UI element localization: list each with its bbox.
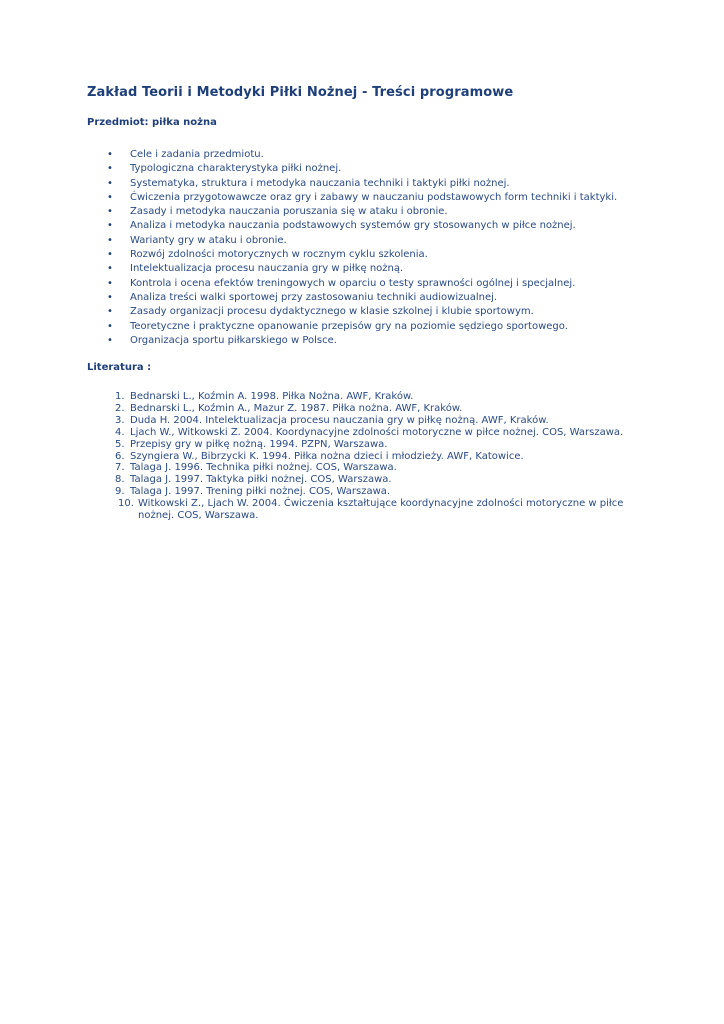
topic-text: Zasady i metodyka nauczania poruszania się w ataku i obronie. bbox=[130, 206, 448, 218]
reference-item bbox=[87, 462, 647, 474]
reference-item bbox=[87, 439, 647, 451]
reference-text: Ljach W., Witkowski Z. 2004. Koordynacyjne zdolności motoryczne w piłce nożnej. COS, Warszawa. bbox=[130, 426, 624, 438]
bullet-icon: • bbox=[107, 263, 113, 275]
topic-text: Kontrola i ocena efektów treningowych w oparciu o testy sprawności ogólnej i specjalnej. bbox=[130, 277, 576, 289]
topic-item bbox=[87, 262, 707, 276]
reference-item bbox=[87, 415, 647, 427]
reference-item bbox=[87, 391, 647, 403]
topic-item bbox=[87, 148, 707, 162]
reference-text: Bednarski L., Koźmin A. 1998. Piłka Nożna. AWF, Kraków. bbox=[130, 391, 414, 402]
topics-list bbox=[87, 148, 707, 348]
bullet-icon: • bbox=[107, 277, 113, 289]
reference-item bbox=[87, 403, 647, 415]
reference-text: Talaga J. 1997. Trening piłki nożnej. COS, Warszawa. bbox=[130, 486, 391, 498]
topic-text: Intelektualizacja procesu nauczania gry w piłkę nożną. bbox=[130, 263, 404, 275]
topic-text: Zasady organizacji procesu dydaktycznego w klasie szkolnej i klubie sportowym. bbox=[130, 306, 534, 318]
reference-text: Witkowski Z., Ljach W. 2004. Ćwiczenia kształtujące koordynacyjne zdolności motoryczne w piłce bbox=[138, 498, 624, 510]
topic-text: Rozwój zdolności motorycznych w rocznym cyklu szkolenia. bbox=[130, 249, 428, 261]
bullet-icon: • bbox=[107, 163, 113, 175]
topic-text: Ćwiczenia przygotowawcze oraz gry i zabawy w nauczaniu podstawowych form techniki i taktyki. bbox=[130, 191, 618, 203]
bullet-icon: • bbox=[107, 306, 113, 318]
topic-item bbox=[87, 334, 707, 348]
topic-text: Cele i zadania przedmiotu. bbox=[130, 149, 264, 160]
topic-item bbox=[87, 248, 707, 262]
topic-text: Teoretyczne i praktyczne opanowanie przepisów gry na poziomie sędziego sportowego. bbox=[130, 320, 568, 332]
bullet-icon: • bbox=[107, 234, 113, 246]
bullet-icon: • bbox=[107, 177, 113, 189]
topic-item bbox=[87, 305, 707, 319]
topic-text: Organizacja sportu piłkarskiego w Polsce. bbox=[130, 334, 337, 346]
literature-heading: Literatura : bbox=[87, 362, 152, 373]
reference-number: 5. bbox=[115, 438, 125, 450]
reference-text-continued: nożnej. COS, Warszawa. bbox=[138, 510, 259, 522]
reference-number: 4. bbox=[115, 426, 125, 438]
reference-number: 2. bbox=[115, 402, 125, 414]
bullet-icon: • bbox=[107, 206, 113, 218]
reference-number: 1. bbox=[115, 391, 125, 402]
reference-text: Bednarski L., Koźmin A., Mazur Z. 1987. Piłka nożna. AWF, Kraków. bbox=[130, 402, 463, 414]
reference-item bbox=[87, 474, 647, 486]
reference-text: Szyngiera W., Bibrzycki K. 1994. Piłka nożna dzieci i młodzieży. AWF, Katowice. bbox=[130, 450, 524, 462]
reference-text: Talaga J. 1997. Taktyka piłki nożnej. COS, Warszawa. bbox=[130, 474, 392, 486]
topic-item bbox=[87, 177, 707, 191]
topic-item bbox=[87, 234, 707, 248]
reference-text: Duda H. 2004. Intelektualizacja procesu nauczania gry w piłkę nożną. AWF, Kraków. bbox=[130, 414, 549, 426]
bullet-icon: • bbox=[107, 291, 113, 303]
reference-number: 3. bbox=[115, 414, 125, 426]
reference-text: Przepisy gry w piłkę nożną. 1994. PZPN, Warszawa. bbox=[130, 438, 388, 450]
reference-item bbox=[87, 451, 647, 463]
topic-text: Analiza treści walki sportowej przy zastosowaniu techniki audiowizualnej. bbox=[130, 291, 498, 303]
reference-number: 7. bbox=[115, 462, 125, 474]
reference-number: 6. bbox=[115, 450, 125, 462]
references-list bbox=[87, 391, 647, 522]
bullet-icon: • bbox=[107, 149, 113, 160]
bullet-icon: • bbox=[107, 220, 113, 232]
topic-item bbox=[87, 205, 707, 219]
topic-item bbox=[87, 291, 707, 305]
topic-text: Warianty gry w ataku i obronie. bbox=[130, 234, 287, 246]
bullet-icon: • bbox=[107, 191, 113, 203]
topic-item bbox=[87, 219, 707, 233]
bullet-icon: • bbox=[107, 334, 113, 346]
page-title: Zakład Teorii i Metodyki Piłki Nożnej - Treści programowe bbox=[87, 85, 514, 100]
bullet-icon: • bbox=[107, 249, 113, 261]
reference-number: 8. bbox=[115, 474, 125, 486]
topic-item bbox=[87, 162, 707, 176]
topic-item bbox=[87, 320, 707, 334]
topic-text: Systematyka, struktura i metodyka nauczania techniki i taktyki piłki nożnej. bbox=[130, 177, 510, 189]
reference-text: Talaga J. 1996. Technika piłki nożnej. COS, Warszawa. bbox=[130, 462, 397, 474]
reference-item bbox=[87, 427, 647, 439]
topic-item bbox=[87, 191, 707, 205]
topic-text: Typologiczna charakterystyka piłki nożnej. bbox=[130, 163, 342, 175]
subject-heading: Przedmiot: piłka nożna bbox=[87, 117, 217, 128]
topic-text: Analiza i metodyka nauczania podstawowych systemów gry stosowanych w piłce nożnej. bbox=[130, 220, 576, 232]
topic-item bbox=[87, 277, 707, 291]
bullet-icon: • bbox=[107, 320, 113, 332]
reference-number: 10. bbox=[118, 498, 134, 510]
reference-item bbox=[87, 486, 647, 498]
reference-item bbox=[87, 498, 647, 522]
reference-number: 9. bbox=[115, 486, 125, 498]
